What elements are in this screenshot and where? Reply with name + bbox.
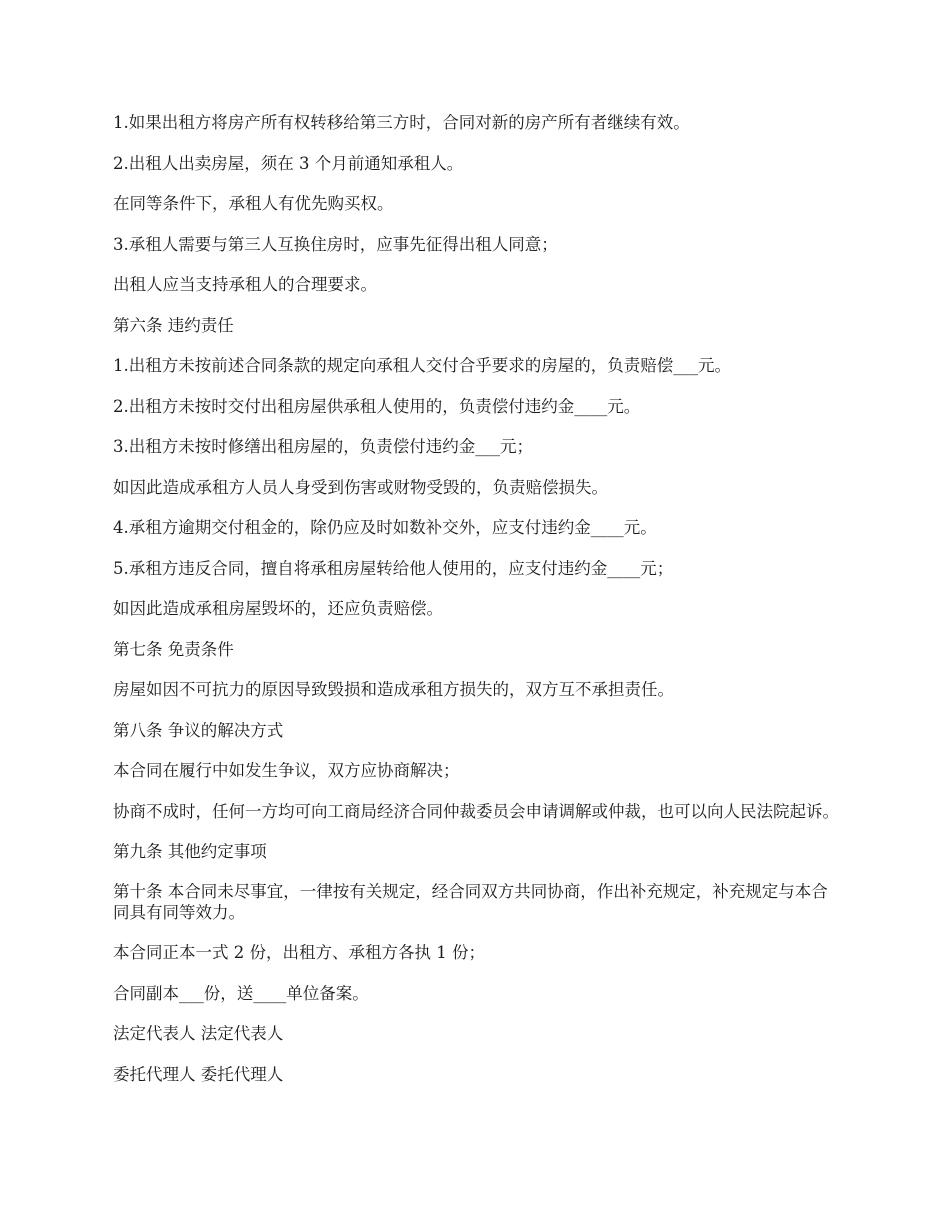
- clause-paragraph: 第十条 本合同未尽事宜，一律按有关规定，经合同双方共同协商，作出补充规定，补充规定与本合同具有同等效力。: [113, 882, 828, 922]
- clause-paragraph: 2.出租人出卖房屋，须在 3 个月前通知承租人。: [113, 153, 464, 173]
- clause-paragraph: 2.出租方未按时交付出租房屋供承租人使用的，负责偿付违约金____元。: [113, 396, 641, 416]
- section-heading: 第六条 违约责任: [113, 315, 234, 335]
- clause-paragraph: 1.如果出租方将房产所有权转移给第三方时，合同对新的房产所有者继续有效。: [113, 113, 690, 132]
- clause-paragraph: 合同副本___份，送____单位备案。: [113, 983, 369, 1003]
- clause-paragraph: 房屋如因不可抗力的原因导致毁损和造成承租方损失的，双方互不承担责任。: [113, 680, 674, 699]
- signature-line: 委托代理人 委托代理人: [113, 1064, 284, 1084]
- clause-paragraph: 如因此造成承租房屋毁坏的，还应负责赔偿。: [113, 599, 443, 618]
- clause-paragraph: 3.承租人需要与第三人互换住房时，应事先征得出租人同意；: [113, 234, 558, 254]
- clause-paragraph: 协商不成时，任何一方均可向工商局经济合同仲裁委员会申请调解或仲裁，也可以向人民法院起诉。: [113, 801, 839, 821]
- signature-line: 法定代表人 法定代表人: [113, 1024, 284, 1043]
- clause-paragraph: 如因此造成承租方人员人身受到伤害或财物受毁的，负责赔偿损失。: [113, 477, 608, 497]
- document-body: [113, 112, 843, 1104]
- clause-paragraph: 本合同正本一式 2 份，出租方、承租方各执 1 份；: [113, 943, 485, 962]
- clause-paragraph: 1.出租方未按前述合同条款的规定向承租人交付合乎要求的房屋的，负责赔偿___元。: [113, 356, 731, 375]
- clause-paragraph: 3.出租方未按时修缮出租房屋的，负责偿付违约金___元；: [113, 437, 533, 456]
- section-heading: 第八条 争议的解决方式: [113, 720, 284, 740]
- clause-paragraph: 4.承租方逾期交付租金的，除仍应及时如数补交外，应支付违约金____元。: [113, 518, 657, 537]
- clause-paragraph: 出租人应当支持承租人的合理要求。: [113, 275, 377, 294]
- clause-paragraph: 本合同在履行中如发生争议，双方应协商解决；: [113, 761, 460, 780]
- section-heading: 第九条 其他约定事项: [113, 841, 267, 861]
- section-heading: 第七条 免责条件: [113, 639, 234, 659]
- clause-paragraph: 在同等条件下，承租人有优先购买权。: [113, 194, 394, 213]
- clause-paragraph: 5.承租方违反合同，擅自将承租房屋转给他人使用的，应支付违约金____元；: [113, 558, 674, 578]
